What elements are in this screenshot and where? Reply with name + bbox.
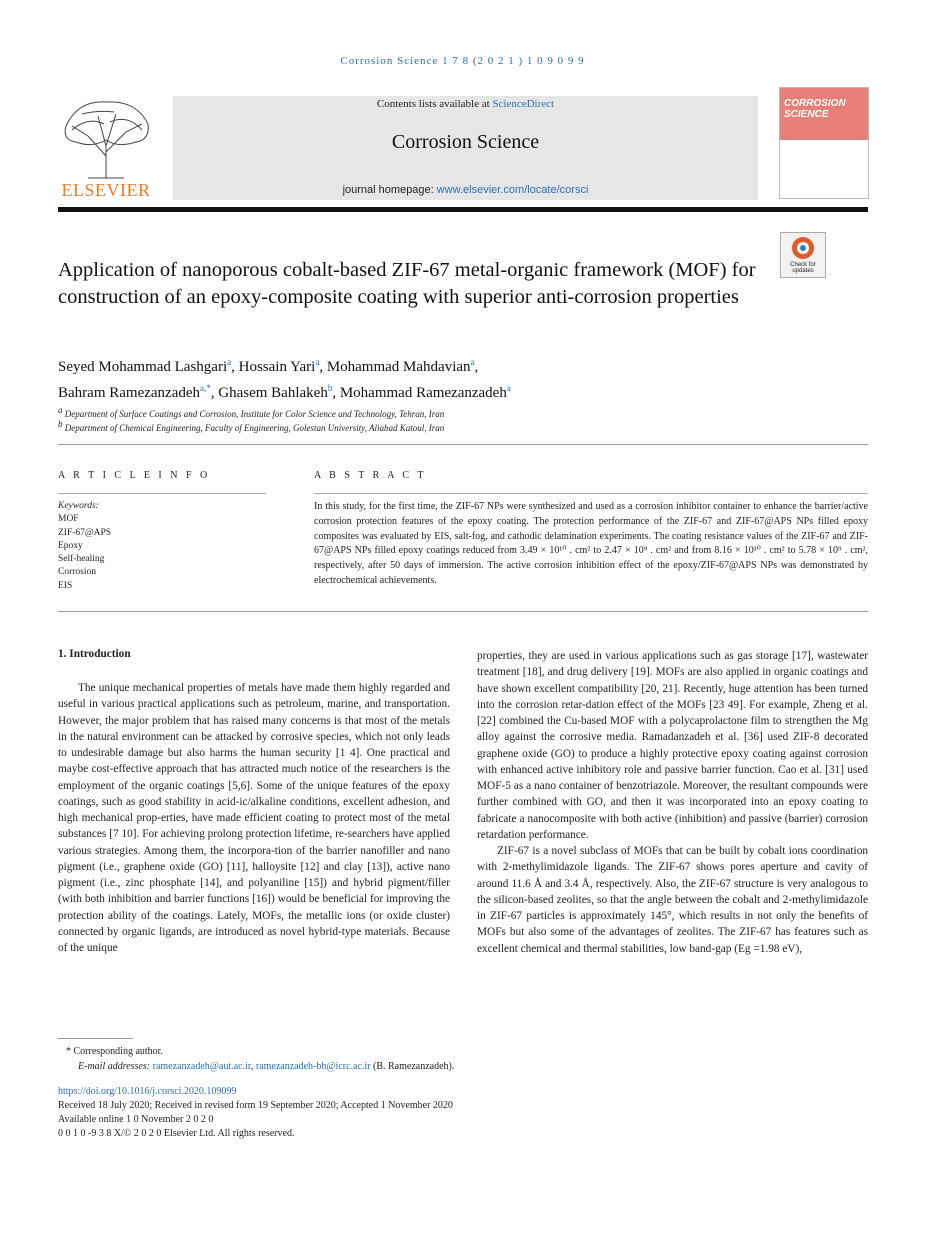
journal-cover-thumbnail[interactable] xyxy=(779,87,869,199)
keyword: Corrosion xyxy=(58,567,96,578)
email-owner: (B. Ramezanzadeh). xyxy=(373,1061,455,1072)
author-affil-mark[interactable]: a xyxy=(315,357,320,367)
author-list: Seyed Mohammad Lashgari$^a$, Hossain Yari$^a$, Mohammad Mahdavian$^a$, Bahram Ramezanzadeh$^{a,*}$, Ghasem Bahlakeh$^b$, Mohammad Ramezanzadeh$^a$ xyxy=(58,357,511,401)
affiliation-a xyxy=(58,405,858,419)
check-updates-label: Check for updates xyxy=(790,262,816,274)
keyword: Epoxy xyxy=(58,540,83,551)
article-title: Application of nanoporous cobalt-based ZIF-67 metal-organic framework (MOF) for construction of an epoxy-composite coating with superior anti-corrosion properties xyxy=(58,259,756,308)
affiliation-text: Department of Chemical Engineering, Faculty of Engineering, Golestan University, Aliabad Katoul, Iran xyxy=(64,423,445,433)
introduction-heading: 1. Introduction xyxy=(58,648,131,660)
author-affil-mark[interactable]: a,* xyxy=(200,383,211,393)
body-paragraph: The unique mechanical properties of metals have made them highly regarded and useful in various practical applications such as petroleum, marine, and transportation. However, the major problem that has raised many concerns is that most of the metals in the natural environment can be attacked by corrosive species, which not only leads to undesirable damage but also harms the human security [1 4]. One practical and maybe cost-effective approach that has attracted much notice of the researchers is the employment of the organic coatings [5,6]. Some of the unique features of the epoxy coatings, such as good stability in acid-ic/alkaline conditions, excellent adhesion, and high mechanical prop-erties, have made efficient coating to protect most of the metal substances [7 10]. For achieving prolong protection lifetime, re-searchers have applied various strategies. Among them, the incorpora-tion of the barrier nanofiller and nano pigment (i.e., graphene oxide (GO) [11], halloysite [12] and clay [13]), active nano pigment (i.e., zinc phosphate [14], and polyaniline [15]) and hybrid pigment/filler (with both inhibition and barrier functions [16]) would be beneficial for improving the protection ability of the coatings. Lately, MOFs, the metallic ions (or oxide cluster) connected by organic ligands, are introduced as novel hybrid-type materials. Because of the unique xyxy=(58,682,450,954)
homepage-prefix: journal homepage: xyxy=(342,184,437,196)
info-rule xyxy=(58,493,266,494)
footnote-rule xyxy=(58,1038,133,1039)
header-rule xyxy=(58,207,868,212)
keyword: EIS xyxy=(58,580,73,591)
author-affil-mark[interactable]: a xyxy=(506,383,511,393)
author-name[interactable]: Seyed Mohammad Lashgari xyxy=(58,359,228,375)
journal-homepage-line xyxy=(173,184,758,196)
sciencedirect-link[interactable]: ScienceDirect xyxy=(492,98,555,110)
contents-line xyxy=(173,98,758,110)
section-rule xyxy=(58,611,868,612)
journal-title: Corrosion Science xyxy=(391,131,540,153)
corresponding-author-note: * Corresponding author. xyxy=(66,1046,163,1057)
publication-info xyxy=(58,1085,858,1141)
body-paragraph: ZIF-67 is a novel subclass of MOFs that can be built by cobalt ions coordination with 2-methylimidazole ligands. The ZIF-67 shows pores aperture and cavity of around 11.6 Å and 3.4 Å, respectively. Also, the ZIF-67 structure is very analogous to the silicon-based zeolites, so that the angle between the cobalt and 2-methylimidazole in ZIF-67 particles is approximately 145°, which results in not only the benefits of MOFs but also some of the advantages of zeolites. The ZIF-67 has features such as excellent chemical and thermal stabilities, low band-gap (Eg =1.98 eV), xyxy=(477,845,868,955)
section-rule xyxy=(58,444,868,445)
body-paragraph: properties, they are used in various applications such as gas storage [17], wastewater treatment [18], and drug delivery [19]. MOFs are also applied in organic coatings and have shown excellent compatibility [20, 21]. Recently, huge attention has been turned into the corrosion retar-dation effect of the MOFs [23 49]. For example, Zheng et al. [22] combined the Cu-based MOF with a polycaprolactone film to strengthen the Mg alloy against the corrosive media. Ramadanzadeh et al. [36] used ZIF-8 decorated graphene oxide (GO) to produce a highly protective epoxy coating against corrosion with enhanced active inhibitory role and passive barrier function. Cao et al. [31] used MOF-5 as a nano container of benzotriazole. Moreover, the resultant compounds were further combined with GO, and then it was incorporated into an epoxy coating to fabricate a nanocomposite with both active (inhibition) and passive (barrier) corrosion retardation performance. xyxy=(477,650,868,841)
affiliation-b xyxy=(58,419,858,433)
keyword: MOF xyxy=(58,514,79,525)
doi-link[interactable]: https://doi.org/10.1016/j.corsci.2020.109099 xyxy=(58,1086,237,1097)
affiliation-mark: b xyxy=(58,419,63,429)
homepage-link[interactable]: www.elsevier.com/locate/corsci xyxy=(436,184,589,196)
keywords-label: Keywords: xyxy=(58,501,99,511)
email-label: E-mail addresses: xyxy=(78,1061,151,1072)
email-line: E-mail addresses: ramezanzadeh@aut.ac.ir, ramezanzadeh-bh@icrc.ac.ir (B. Ramezanzadeh). xyxy=(78,1061,455,1072)
author-name[interactable]: Mohammad Ramezanzadeh xyxy=(339,385,507,401)
email-link[interactable]: ramezanzadeh@aut.ac.ir xyxy=(152,1061,251,1072)
email-link[interactable]: ramezanzadeh-bh@icrc.ac.ir xyxy=(255,1061,371,1072)
author-name[interactable]: Hossain Yari xyxy=(238,359,316,375)
abstract-rule xyxy=(314,493,868,494)
keywords-block xyxy=(58,500,258,593)
author-name[interactable]: Bahram Ramezanzadeh xyxy=(58,385,201,401)
author-affil-mark[interactable]: a xyxy=(470,357,475,367)
author-affil-mark[interactable]: a xyxy=(227,357,232,367)
affiliation-mark: a xyxy=(58,405,63,415)
author-affil-mark[interactable]: b xyxy=(327,383,333,393)
right-column xyxy=(477,648,868,957)
check-for-updates-badge[interactable] xyxy=(780,232,826,278)
author-name[interactable]: Mohammad Mahdavian xyxy=(326,359,471,375)
elsevier-wordmark: ELSEVIER xyxy=(61,180,151,200)
copyright: 0 0 1 0 -9 3 8 X/© 2 0 2 0 Elsevier Ltd. All rights reserved. xyxy=(58,1128,295,1139)
author-name[interactable]: Ghasem Bahlakeh xyxy=(218,385,328,401)
journal-citation-link[interactable]: Corrosion Science 1 7 8 (2 0 2 1 ) 1 0 9 0 9 9 xyxy=(340,55,585,67)
footnote xyxy=(58,1044,858,1074)
affiliation-text: Department of Surface Coatings and Corrosion, Institute for Color Science and Technology, Tehran, Iran xyxy=(64,409,445,419)
keyword: ZIF-67@APS xyxy=(58,527,112,538)
crossmark-icon xyxy=(791,236,815,260)
keyword: Self-healing xyxy=(58,554,105,565)
received-dates: Received 18 July 2020; Received in revised form 19 September 2020; Accepted 1 November 2020 xyxy=(58,1100,453,1111)
left-column xyxy=(58,680,450,956)
available-online: Available online 1 0 November 2 0 2 0 xyxy=(58,1114,214,1125)
abstract-heading: A B S T R A C T xyxy=(314,470,427,481)
contents-prefix: Contents lists available at xyxy=(376,98,493,110)
abstract-text: In this study, for the first time, the ZIF-67 NPs were synthesized and used as a corrosion inhibitor container to enhance the barrier/active corrosion protection features of the epoxy coating. The protection performance of the ZIF-67 and ZIF-67@APS NPs filled epoxy composites was evaluated by EIS, salt-fog, and cathodic delamination experiments. The coating resistance values of the ZIF-67 and ZIF-67@APS NPs filled epoxy coatings reduced from 3.49 × 10¹⁰ . cm² to 2.47 × 10⁹ . cm² and from 8.16 × 10¹⁰ . cm² to 5.78 × 10⁹ . cm², respectively, after 50 days of immersion. The active corrosion inhibition effect of the epoxy/ZIF-67@APS NPs was demonstrated by electrochemical achievements. xyxy=(314,501,868,586)
article-info-heading: A R T I C L E I N F O xyxy=(58,470,211,481)
cover-title: CORROSION SCIENCE xyxy=(784,98,846,120)
